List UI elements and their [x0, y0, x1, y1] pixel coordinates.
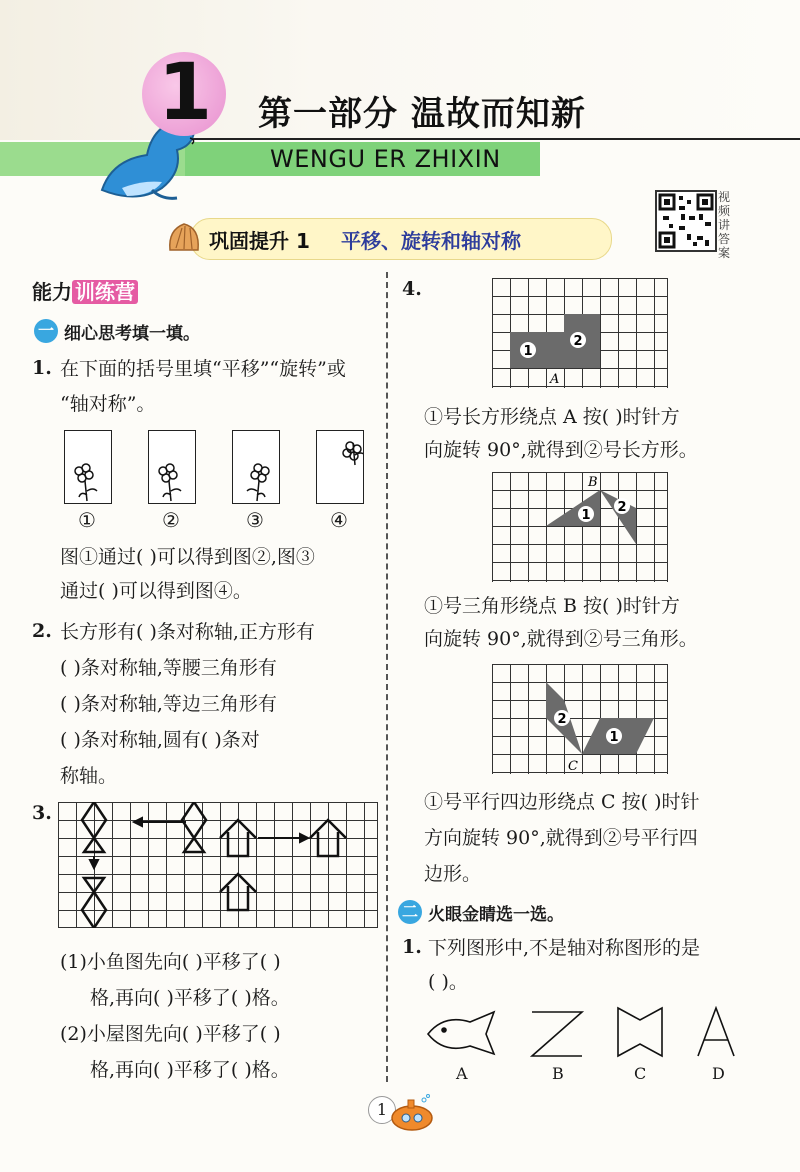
- badge-highlight: 训练营: [72, 280, 138, 304]
- z-shape-icon: [532, 1012, 582, 1056]
- q4-figure-3: [492, 664, 668, 774]
- part1-title: 细心思考填一填。: [64, 324, 200, 344]
- training-badge: [32, 276, 138, 305]
- q4-text3-line3: 边形。: [424, 863, 482, 885]
- chapter-number: 1: [157, 48, 213, 138]
- flower-frame-3: [232, 430, 280, 504]
- point-label: A: [550, 372, 560, 387]
- rectangle-1: [510, 332, 564, 368]
- qr-pattern-icon: [657, 192, 715, 250]
- option-label-a: A: [456, 1064, 468, 1083]
- shape1-label: 1: [609, 730, 619, 745]
- q3-sub1-line2: 格,再向( )平移了( )格。: [90, 987, 290, 1009]
- page-title: 第一部分 温故而知新: [258, 94, 586, 134]
- q1-answer-line1: 图①通过( )可以得到图②,图③: [60, 546, 315, 568]
- q5-line2: ( )。: [428, 971, 468, 993]
- badge-prefix: 能力: [32, 280, 72, 304]
- flower-frame-4: [316, 430, 364, 504]
- shape2-label: 2: [617, 500, 627, 515]
- qr-caption: 视频讲答案: [718, 190, 731, 260]
- q1-number: 1.: [32, 357, 52, 379]
- shape1-label: 1: [523, 344, 533, 359]
- q2-number: 2.: [32, 620, 52, 642]
- q5-number: 1.: [402, 936, 422, 958]
- part1-number: 一: [34, 319, 58, 343]
- q4-text1-line2: 向旋转 90°,就得到②号长方形。: [424, 439, 698, 461]
- q4-text3-line1: ①号平行四边形绕点 C 按( )时针: [424, 791, 700, 813]
- q4-text2-line1: ①号三角形绕点 B 按( )时针方: [424, 595, 680, 617]
- flower-icon: [233, 431, 279, 503]
- q1-text-line1: 在下面的括号里填“平移”“旋转”或: [60, 358, 346, 380]
- q4-figure-1: [492, 278, 668, 388]
- bowtie-icon: [618, 1008, 662, 1056]
- section-banner: [190, 218, 612, 260]
- letter-a-icon: [698, 1008, 734, 1056]
- frame-label-2: ②: [162, 508, 180, 532]
- shape2-label: 2: [573, 334, 583, 349]
- q2-line4: ( )条对称轴,圆有( )条对: [60, 729, 260, 751]
- q4-text2-line2: 向旋转 90°,就得到②号三角形。: [424, 628, 698, 650]
- q2-line1: 长方形有( )条对称轴,正方形有: [60, 621, 315, 643]
- option-label-c: C: [634, 1064, 647, 1083]
- q2-line3: ( )条对称轴,等边三角形有: [60, 693, 277, 715]
- q5-option-shapes: [422, 1006, 752, 1062]
- flower-frame-2: [148, 430, 196, 504]
- q2-line5: 称轴。: [60, 765, 118, 787]
- frame-label-1: ①: [78, 508, 96, 532]
- q3-sub1-line1: (1)小鱼图先向( )平移了( ): [60, 951, 281, 973]
- frame-label-3: ③: [246, 508, 264, 532]
- q4-figure-2: [492, 472, 668, 582]
- shape1-label: 1: [581, 508, 591, 523]
- option-label-d: D: [712, 1064, 725, 1083]
- q4-text3-line2: 方向旋转 90°,就得到②号平行四: [424, 827, 698, 849]
- q4-text1-line1: ①号长方形绕点 A 按( )时针方: [424, 406, 680, 428]
- frame-label-4: ④: [330, 508, 348, 532]
- section-title: 平移、旋转和轴对称: [341, 229, 521, 253]
- page-number: 1: [368, 1096, 396, 1124]
- q3-sub2-line1: (2)小屋图先向( )平移了( ): [60, 1023, 281, 1045]
- q5-line1: 下列图形中,不是轴对称图形的是: [428, 937, 701, 959]
- q3-grid-figure: [58, 802, 380, 928]
- fish-icon: [428, 1012, 494, 1054]
- option-label-b: B: [552, 1064, 564, 1083]
- flower-icon: [149, 431, 195, 503]
- section-label: 巩固提升 1: [209, 229, 310, 253]
- point-label: C: [568, 759, 578, 774]
- q3-sub2-line2: 格,再向( )平移了( )格。: [90, 1059, 290, 1081]
- submarine-icon: [388, 1094, 436, 1134]
- shape2-label: 2: [557, 712, 567, 727]
- q1-text-line2: “轴对称”。: [60, 393, 156, 415]
- q3-number: 3.: [32, 802, 52, 824]
- flower-icon: [65, 431, 111, 503]
- point-label: B: [588, 475, 598, 490]
- page-subtitle: WENGU ER ZHIXIN: [270, 145, 501, 173]
- column-divider: [386, 272, 388, 1082]
- shell-icon: [166, 220, 202, 256]
- q4-number: 4.: [402, 278, 422, 300]
- flower-icon: [317, 431, 363, 503]
- part2-number: 二: [398, 900, 422, 924]
- q1-answer-line2: 通过( )可以得到图④。: [60, 580, 252, 602]
- flower-frame-1: [64, 430, 112, 504]
- part2-title: 火眼金睛选一选。: [428, 905, 564, 925]
- header-rule: [170, 138, 800, 140]
- qr-code[interactable]: [655, 190, 717, 252]
- q2-line2: ( )条对称轴,等腰三角形有: [60, 657, 277, 679]
